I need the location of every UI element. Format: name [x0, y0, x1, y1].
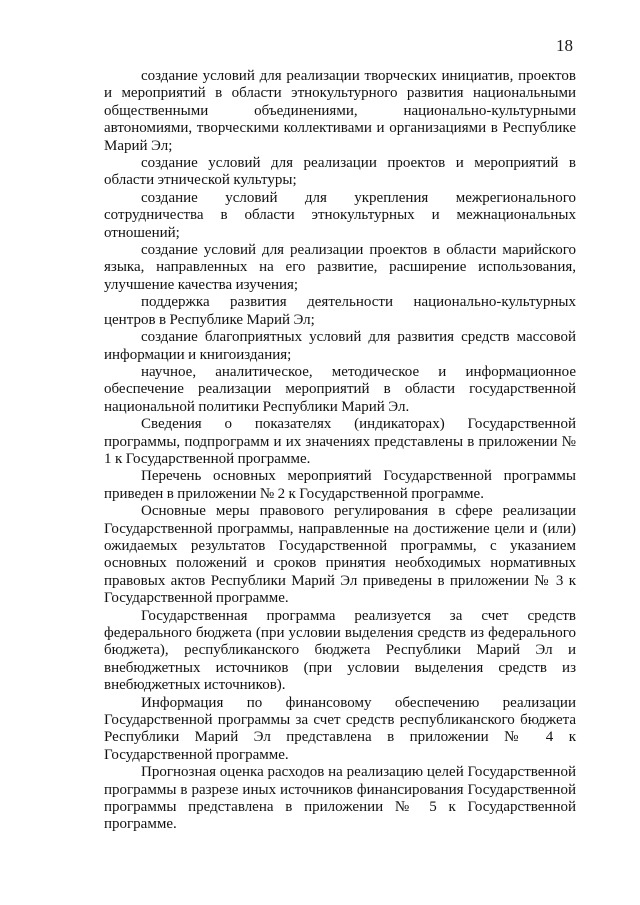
paragraph: поддержка развития деятельности национально-культурных центров в Республике Марий Эл;	[104, 294, 576, 328]
page-number: 18	[556, 36, 573, 55]
paragraph: Сведения о показателях (индикаторах) Государственной программы, подпрограмм и их значениях представлены в приложении № 1 к Государственной программе.	[104, 416, 576, 467]
paragraph: создание благоприятных условий для развития средств массовой информации и книгоиздания;	[104, 329, 576, 363]
paragraph: Перечень основных мероприятий Государственной программы приведен в приложении № 2 к Государственной программе.	[104, 468, 576, 502]
body-text	[104, 68, 576, 834]
paragraph: создание условий для реализации творческих инициатив, проектов и мероприятий в области этнокультурного развития национальными общественными объединениями, национально-культурными автономиями, творческими коллективами и организациями в Республике Марий Эл;	[104, 68, 576, 154]
paragraph: научное, аналитическое, методическое и информационное обеспечение реализации мероприятий в области государственной национальной политики Республики Марий Эл.	[104, 363, 576, 415]
paragraph: Информация по финансовому обеспечению реализации Государственной программы за счет средств республиканского бюджета Республики Марий Эл представлена в приложении № 4 к Государственной программе.	[104, 694, 576, 763]
paragraph: Основные меры правового регулирования в сфере реализации Государственной программы, направленные на достижение цели и (или) ожидаемых результатов Государственной программы, с указанием основных положений и сроков принятия необходимых нормативных правовых актов Республики Марий Эл приведены в приложении № 3 к Государственной программе.	[104, 503, 576, 607]
paragraph: Государственная программа реализуется за счет средств федерального бюджета (при условии выделения средств из федерального бюджета), республиканского бюджета Республики Марий Эл и внебюджетных источников (при условии выделения средств из внебюджетных источников).	[104, 607, 576, 694]
paragraph: создание условий для реализации проектов в области марийского языка, направленных на его развитие, расширение использования, улучшение качества изучения;	[104, 242, 576, 293]
paragraph: Прогнозная оценка расходов на реализацию целей Государственной программы в разрезе иных источников финансирования Государственной программы представлена в приложении № 5 к Государственной программе.	[104, 764, 576, 833]
paragraph: создание условий для укрепления межрегионального сотрудничества в области этнокультурных и межнациональных отношений;	[104, 189, 576, 241]
paragraph: создание условий для реализации проектов и мероприятий в области этнической культуры;	[104, 155, 576, 189]
